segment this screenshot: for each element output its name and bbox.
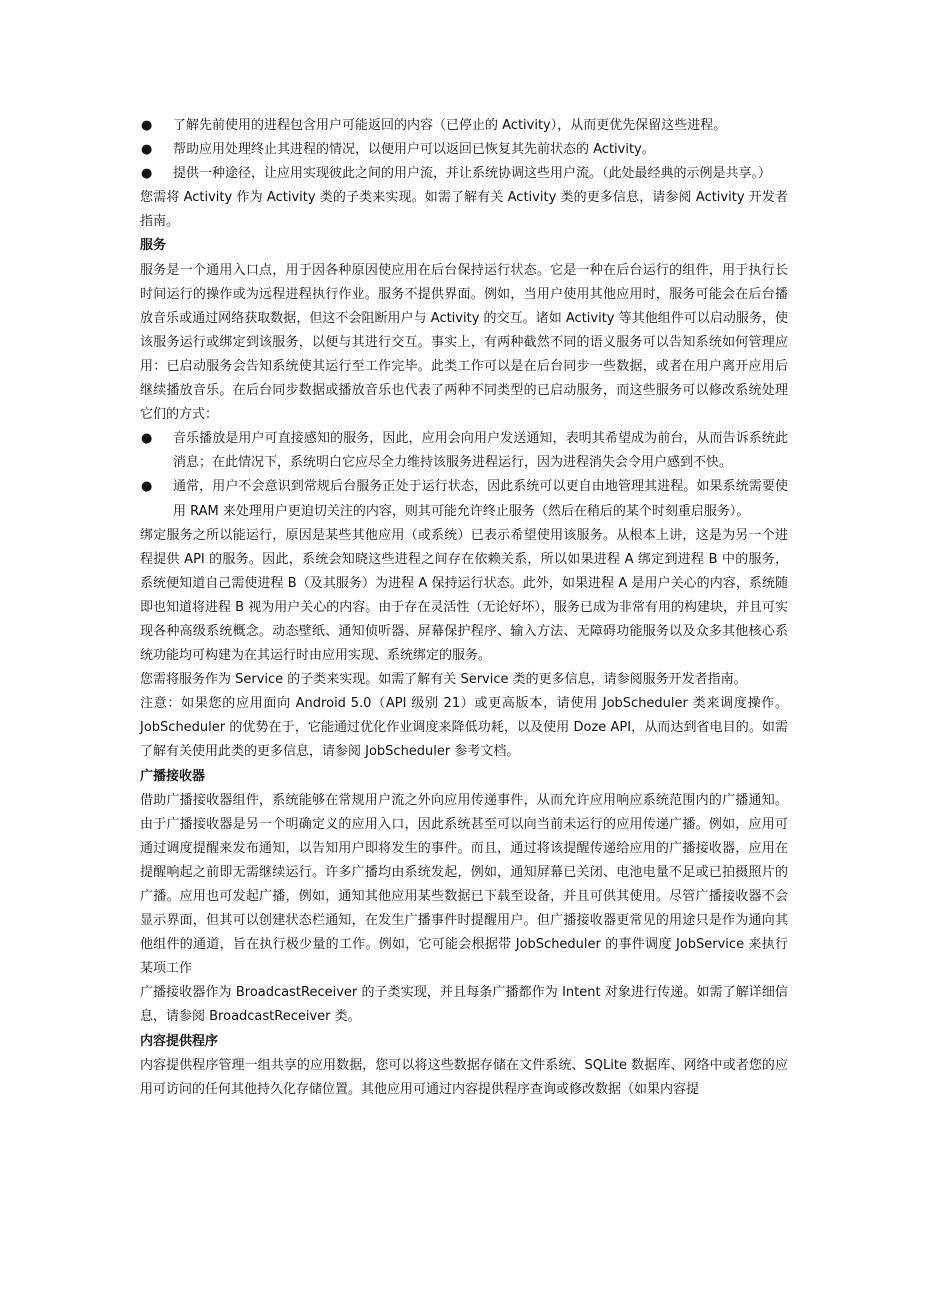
bullet-list (140, 427, 788, 523)
paragraph: 绑定服务之所以能运行，原因是某些其他应用（或系统）已表示希望使用该服务。从根本上讲，这是为另一个进程提供 API 的服务。因此，系统会知晓这些进程之间存在依赖关系，所以如果进程 A 绑定到进程 B 中的服务，系统便知道自己需使进程 B（及其服务）为进程 A 保持运行状态。此外，如果进程 A 是用户关心的内容，系统随即也知道将进程 B 视为用户关心的内容。由于存在灵活性（无论好坏），服务已成为非常有用的构建块，并且可实现各种高级系统概念。动态壁纸、通知侦听器、屏幕保护程序、输入方法、无障碍功能服务以及众多其他核心系统功能均可构建为在其运行时由应用实现、系统绑定的服务。 (140, 527, 788, 664)
section-heading: 广播接收器 (140, 768, 206, 784)
bullet-list (140, 114, 788, 186)
bullet-icon: ● (141, 479, 153, 495)
list-item (140, 427, 788, 475)
list-item (140, 475, 788, 523)
bullet-icon: ● (141, 118, 153, 133)
list-item-text: 帮助应用处理终止其进程的情况，以便用户可以返回已恢复其先前状态的 Activity。 (173, 142, 655, 158)
paragraph: 您需将 Activity 作为 Activity 类的子类来实现。如需了解有关 Activity 类的更多信息，请参阅 Activity 开发者指南。 (140, 190, 788, 230)
bullet-icon: ● (141, 431, 153, 447)
paragraph: 您需将服务作为 Service 的子类来实现。如需了解有关 Service 类的更多信息，请参阅服务开发者指南。 (140, 672, 747, 688)
paragraph: 广播接收器作为 BroadcastReceiver 的子类实现，并且每条广播都作为 Intent 对象进行传递。如需了解详细信息，请参阅 BroadcastReceiver 类。 (140, 985, 788, 1025)
paragraph: 服务是一个通用入口点，用于因各种原因使应用在后台保持运行状态。它是一种在后台运行的组件，用于执行长时间运行的操作或为远程进程执行作业。服务不提供界面。例如，当用户使用其他应用时，服务可能会在后台播放音乐或通过网络获取数据，但这不会阻断用户与 Activity 的交互。诸如 Activity 等其他组件可以启动服务，使该服务运行或绑定到该服务，以便与其进行交互。事实上，有两种截然不同的语义服务可以告知系统如何管理应用：已启动服务会告知系统使其运行至工作完毕。此类工作可以是在后台同步一些数据，或者在用户离开应用后继续播放音乐。在后台同步数据或播放音乐也代表了两种不同类型的已启动服务，而这些服务可以修改系统处理它们的方式： (140, 262, 788, 423)
bullet-icon: ● (141, 142, 153, 158)
list-item-text: 音乐播放是用户可直接感知的服务，因此，应用会向用户发送通知，表明其希望成为前台，从而告诉系统此消息；在此情况下，系统明白它应尽全力维持该服务进程运行，因为进程消失会令用户感到不快。 (173, 431, 788, 471)
document-page (140, 114, 788, 1102)
list-item (140, 138, 788, 162)
bullet-icon: ● (141, 166, 153, 182)
section-heading: 服务 (140, 238, 167, 254)
list-item (140, 162, 788, 186)
list-item-text: 了解先前使用的进程包含用户可能返回的内容（已停止的 Activity），从而更优先保留这些进程。 (173, 118, 727, 133)
note-paragraph: 注意：如果您的应用面向 Android 5.0（API 级别 21）或更高版本，请使用 JobScheduler 类来调度操作。JobScheduler 的优势在于，它能通过优化作业调度来降低功耗，以及使用 Doze API，从而达到省电目的。如需了解有关使用此类的更多信息，请参阅 JobScheduler 参考文档。 (140, 696, 788, 760)
list-item-text: 提供一种途径，让应用实现彼此之间的用户流，并让系统协调这些用户流。（此处最经典的示例是共享。） (173, 166, 772, 182)
paragraph: 内容提供程序管理一组共享的应用数据，您可以将这些数据存储在文件系统、SQLite 数据库、网络中或者您的应用可访问的任何其他持久化存储位置。其他应用可通过内容提供程序查询或修改数据（如果内容提 (140, 1057, 788, 1097)
paragraph: 借助广播接收器组件，系统能够在常规用户流之外向应用传递事件，从而允许应用响应系统范围内的广播通知。由于广播接收器是另一个明确定义的应用入口，因此系统甚至可以向当前未运行的应用传递广播。例如，应用可通过调度提醒来发布通知，以告知用户即将发生的事件。而且，通过将该提醒传递给应用的广播接收器，应用在提醒响起之前即无需继续运行。许多广播均由系统发起，例如，通知屏幕已关闭、电池电量不足或已拍摄照片的广播。应用也可发起广播，例如，通知其他应用某些数据已下载至设备，并且可供其使用。尽管广播接收器不会显示界面，但其可以创建状态栏通知，在发生广播事件时提醒用户。但广播接收器更常见的用途只是作为通向其他组件的通道，旨在执行极少量的工作。例如，它可能会根据带 JobScheduler 的事件调度 JobService 来执行某项工作 (140, 792, 788, 977)
list-item-text: 通常，用户不会意识到常规后台服务正处于运行状态，因此系统可以更自由地管理其进程。如果系统需要使用 RAM 来处理用户更迫切关注的内容，则其可能允许终止服务（然后在稍后的某个时刻重启服务）。 (173, 479, 788, 519)
section-heading: 内容提供程序 (140, 1033, 219, 1049)
list-item (140, 114, 788, 138)
